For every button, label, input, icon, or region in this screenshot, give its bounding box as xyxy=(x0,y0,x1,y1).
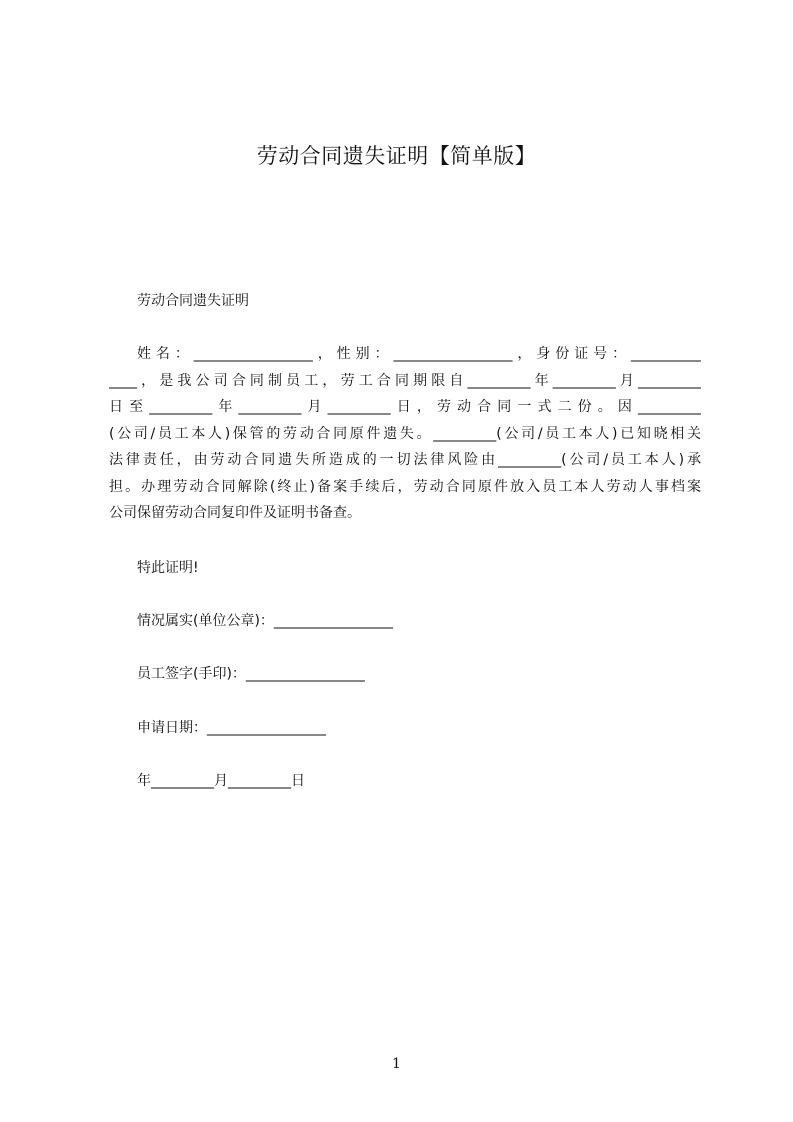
body-line-6: 担。办理劳动合同解除(终止)备案手续后，劳动合同原件放入员工本人劳动人事档案 xyxy=(109,478,701,495)
body-paragraph xyxy=(109,341,701,527)
body-line-1: 姓名：_________________，性别：_________________，身份证号：__________ xyxy=(137,346,701,362)
body-line-7: 公司保留劳动合同复印件及证明书备查。 xyxy=(109,505,361,521)
declaration-text: 特此证明! xyxy=(137,560,199,576)
date-line: 年_________月_________日 xyxy=(137,773,305,789)
body-line-3: 日至_________年_________月_________日，劳动合同一式二份。因_________ xyxy=(109,399,701,415)
body-line-2: ____，是我公司合同制员工，劳工合同期限自_________年_________月_________ xyxy=(109,372,701,389)
company-seal-field: 情况属实(单位公章)：_________________ xyxy=(137,613,393,629)
body-line-4: (公司/员工本人)保管的劳动合同原件遗失。_________(公司/员工本人)已知晓相关 xyxy=(109,425,701,442)
page-title: 劳动合同遗失证明【简单版】 xyxy=(256,144,537,168)
page-number: 1 xyxy=(392,1056,401,1072)
employee-signature-field: 员工签字(手印)：_________________ xyxy=(137,666,365,682)
certificate-subheading: 劳动合同遗失证明 xyxy=(137,293,249,309)
application-date-field: 申请日期：_________________ xyxy=(137,720,326,736)
body-line-5: 法律责任，由劳动合同遗失所造成的一切法律风险由_________(公司/员工本人)承 xyxy=(109,452,701,468)
